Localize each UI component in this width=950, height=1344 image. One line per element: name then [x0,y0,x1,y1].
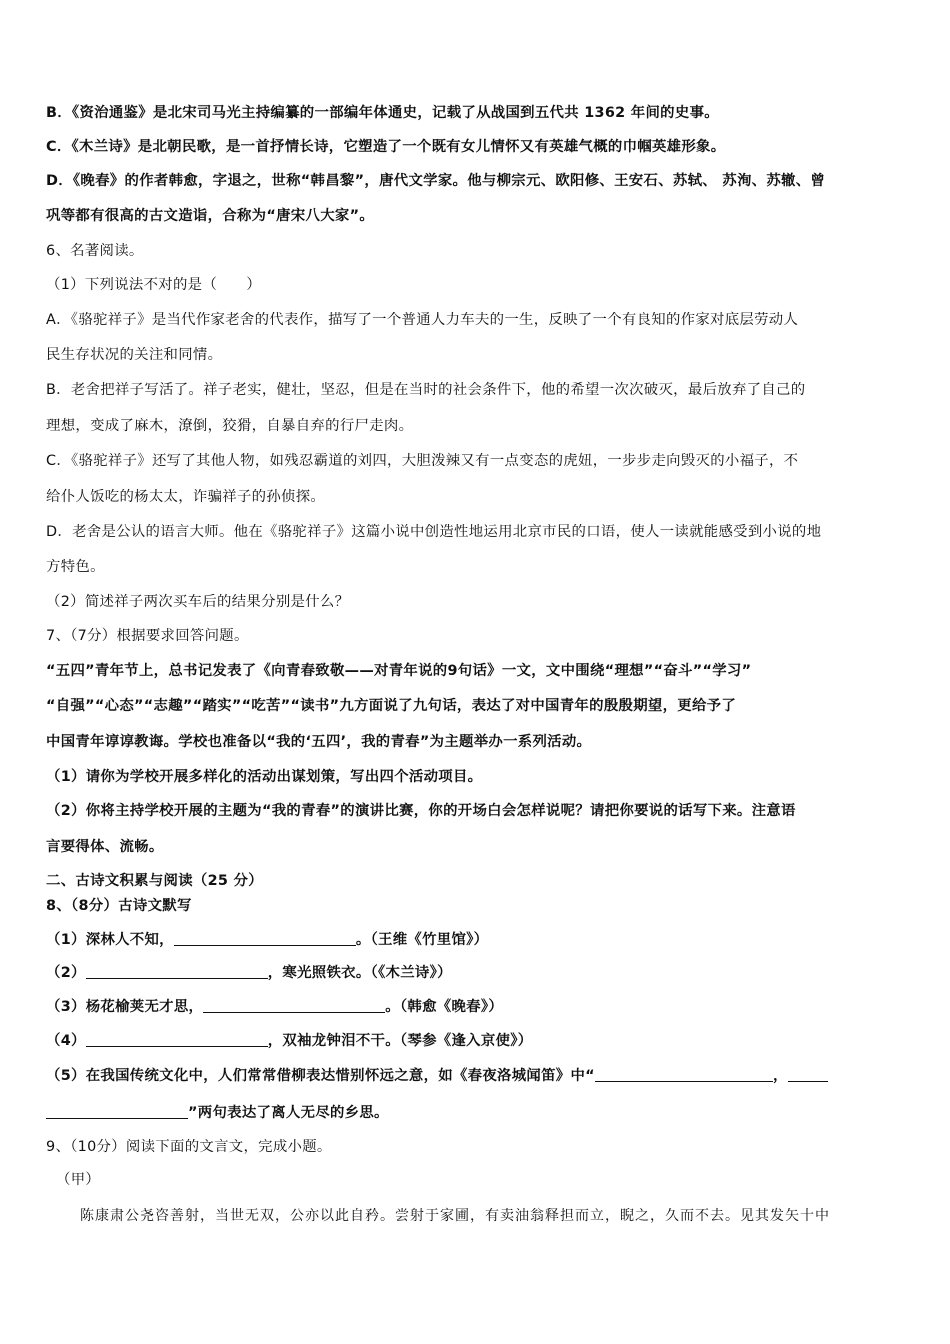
answer-blank-5[interactable] [595,1066,773,1082]
q6-option-a-line2: 民生存状况的关注和同情。 [46,347,223,363]
section2-title: 二、古诗文积累与阅读（25 分） [46,873,263,889]
q7-passage-line2: “自强”“心态”“志趣”“踏实”“吃苦”“读书”九方面说了九句话，表达了对中国青年的殷殷期望，更给予了 [46,698,737,714]
option-d-line1: D．《晚春》的作者韩愈，字退之，世称“韩昌黎”，唐代文学家。他与柳宗元、欧阳修、王安石、苏轼、 苏洵、苏辙、曾 [46,173,826,189]
q6-sub2: （2）简述祥子两次买车后的结果分别是什么？ [46,594,350,610]
q6-option-b-line1: B．老舍把祥子写活了。祥子老实，健壮，坚忍，但是在当时的社会条件下，他的希望一次次破灭，最后放弃了自己的 [46,382,806,398]
q7-passage-line1: “五四”青年节上，总书记发表了《向青春致敬——对青年说的9句话》一文，文中围绕“理想”“奋斗”“学习” [46,663,752,679]
q7-sub2-line1: （2）你将主持学校开展的主题为“我的青春”的演讲比赛，你的开场白会怎样说呢？请把你要说的话写下来。注意语 [46,803,796,819]
answer-blank-6b[interactable] [46,1103,188,1119]
q7-sub1: （1）请你为学校开展多样化的活动出谋划策，写出四个活动项目。 [46,769,483,785]
q6-title: 6、名著阅读。 [46,243,144,259]
q6-option-a-line1: A．《骆驼祥子》是当代作家老舍的代表作，描写了一个普通人力车夫的一生，反映了一个有良知的作家对底层劳动人 [46,312,799,328]
q6-sub1: （1）下列说法不对的是（ ） [46,277,262,293]
q8-line5: （5）在我国传统文化中，人们常常借柳表达惜别怀远之意，如《春夜洛城闻笛》中“ ， [46,1066,908,1086]
option-b: B．《资治通鉴》是北宋司马光主持编纂的一部编年体通史，记载了从战国到五代共 1362 年间的史事。 [46,105,719,121]
answer-blank-3[interactable] [203,997,385,1013]
answer-blank-2[interactable] [86,963,268,979]
q6-option-b-line2: 理想，变成了麻木，潦倒，狡猾，自暴自弃的行尸走肉。 [46,418,414,434]
q8-line2: （2） ，寒光照铁衣。（《木兰诗》） [46,965,452,981]
q7-title: 7、（7分）根据要求回答问题。 [46,628,249,644]
q7-sub2-line2: 言要得体、流畅。 [46,839,164,855]
answer-blank-4[interactable] [86,1031,268,1047]
answer-blank-6a[interactable] [788,1066,828,1082]
option-d-line2: 巩等都有很高的古文造诣，合称为“唐宋八大家”。 [46,208,375,224]
q8-title: 8、（8分）古诗文默写 [46,898,192,914]
q6-option-c-line2: 给仆人饭吃的杨太太，诈骗祥子的孙侦探。 [46,489,326,505]
q6-option-d-line2: 方特色。 [46,559,105,575]
q6-option-d-line1: D．老舍是公认的语言大师。他在《骆驼祥子》这篇小说中创造性地运用北京市民的口语，使人一读就能感受到小说的地 [46,524,822,540]
q9-title: 9、（10分）阅读下面的文言文，完成小题。 [46,1139,332,1155]
q7-passage-line3: 中国青年谆谆教诲。学校也准备以“我的‘五四’，我的青春”为主题举办一系列活动。 [46,734,592,750]
q8-line1: （1）深林人不知， 。（王维《竹里馆》） [46,932,489,948]
answer-blank-1[interactable] [174,930,356,946]
q9-classical-text: 陈康肃公尧咨善射，当世无双，公亦以此自矜。尝射于家圃，有卖油翁释担而立，睨之，久而不去。见其发矢十中 [80,1208,830,1224]
option-c: C．《木兰诗》是北朝民歌，是一首抒情长诗，它塑造了一个既有女儿情怀又有英雄气概的巾帼英雄形象。 [46,139,726,155]
q9-part-jia: （甲） [56,1172,101,1188]
q6-option-c-line1: C．《骆驼祥子》还写了其他人物，如残忍霸道的刘四，大胆泼辣又有一点变态的虎妞，一步步走向毁灭的小福子，不 [46,453,799,469]
q8-line6: ”两句表达了离人无尽的乡思。 [46,1103,908,1123]
q8-line3: （3）杨花榆荚无才思， 。（韩愈《晚春》） [46,999,504,1015]
q8-line4: （4） ，双袖龙钟泪不干。（琴参《逢入京使》） [46,1033,533,1049]
